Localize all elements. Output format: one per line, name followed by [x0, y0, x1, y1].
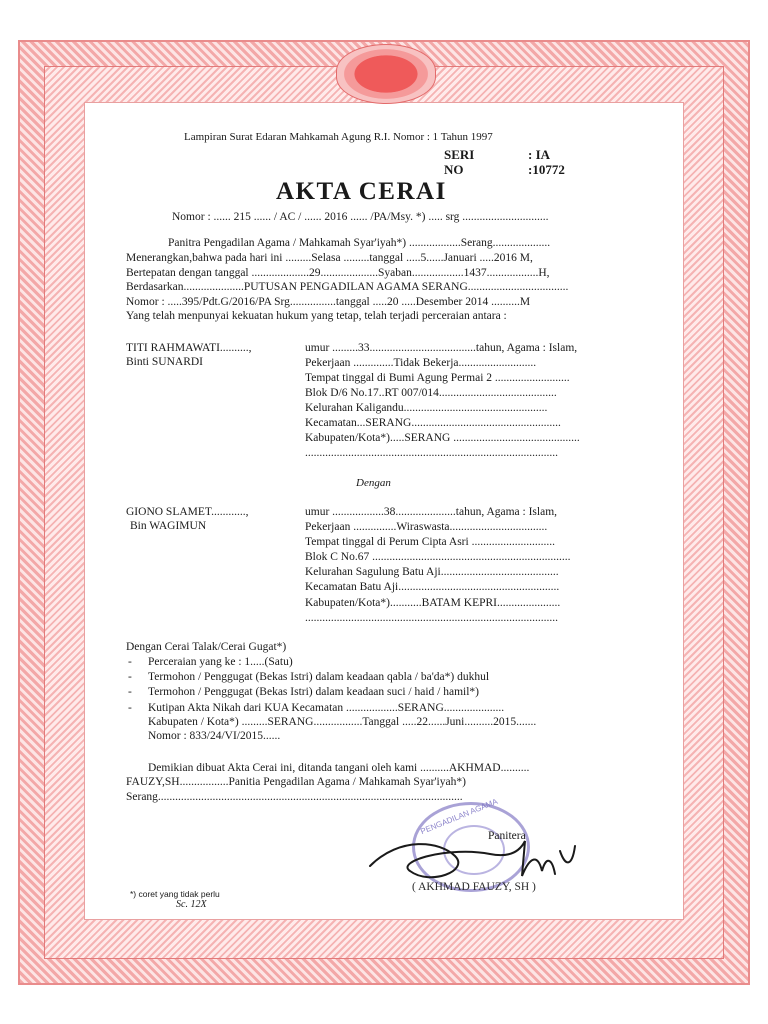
- signatory-name: ( AKHMAD FAUZY, SH ): [412, 881, 536, 893]
- bullet-dash: -: [128, 702, 132, 714]
- panitera-label: Panitera: [488, 830, 526, 842]
- document-title: AKTA CERAI: [276, 178, 447, 205]
- bertepatan-line: Bertepatan dengan tanggal ....................29....................Syaban..................1437..................H,: [126, 267, 550, 279]
- panitra-line: Panitra Pengadilan Agama / Mahkamah Syar'iyah*) ..................Serang....................: [168, 237, 551, 249]
- party1-umur: umur .........33.....................................tahun, Agama : Islam,: [305, 342, 578, 354]
- cerai-item-1: Perceraian yang ke : 1.....(Satu): [148, 656, 293, 668]
- cerai-item-4-nomor: Nomor : 833/24/VI/2015......: [148, 730, 281, 742]
- party2-blok: Blok C No.67 .....................................................................: [305, 551, 571, 563]
- party2-extra-line: ........................................................................................: [305, 612, 558, 624]
- cerai-item-3: Termohon / Penggugat (Bekas Istri) dalam keadaan suci / haid / hamil*): [148, 686, 480, 698]
- menerangkan-line: Menerangkan,bahwa pada hari ini .........Selasa .........tanggal .....5......Januari .....2016 M,: [126, 252, 533, 264]
- court-stamp-text: PENGADILAN AGAMA: [419, 796, 499, 837]
- closing-line-1: Demikian dibuat Akta Cerai ini, ditanda tangani oleh kami ..........AKHMAD..........: [148, 762, 530, 774]
- party2-name: GIONO SLAMET............,: [126, 506, 249, 518]
- party1-extra-line: ........................................................................................: [305, 447, 558, 459]
- party1-binti: Binti SUNARDI: [126, 356, 203, 368]
- party1-pekerjaan: Pekerjaan ..............Tidak Bekerja...........................: [305, 357, 537, 369]
- berdasarkan-line: Berdasarkan.....................PUTUSAN PENGADILAN AGAMA SERANG...................................: [126, 281, 569, 293]
- dengan-label: Dengan: [356, 477, 391, 489]
- party2-tempat: Tempat tinggal di Perum Cipta Asri .............................: [305, 536, 555, 548]
- party2-bin: Bin WAGIMUN: [130, 520, 207, 532]
- cerai-item-4-kabupaten: Kabupaten / Kota*) .........SERANG.................Tanggal .....22......Juni..........2015.......: [148, 716, 537, 728]
- no-label: NO: [444, 162, 464, 177]
- reference-line: Lampiran Surat Edaran Mahkamah Agung R.I. Nomor : 1 Tahun 1997: [184, 131, 493, 143]
- bullet-dash: -: [128, 686, 132, 698]
- cerai-item-2: Termohon / Penggugat (Bekas Istri) dalam keadaan qabla / ba'da*) dukhul: [148, 671, 490, 683]
- form-code: Sc. 12X: [176, 899, 207, 910]
- party2-kecamatan: Kecamatan Batu Aji........................................................: [305, 581, 560, 593]
- perceraian-line: Yang telah menpunyai kekuatan hukum yang tetap, telah terjadi perceraian antara :: [126, 310, 507, 322]
- party1-kelurahan: Kelurahan Kaligandu..................................................: [305, 402, 548, 414]
- no-value: :10772: [528, 162, 565, 177]
- party1-kecamatan: Kecamatan...SERANG....................................................: [305, 417, 561, 429]
- closing-line-2: FAUZY,SH.................Panitia Pengadilan Agama / Mahkamah Syar'iyah*): [126, 776, 466, 788]
- footnote: *) coret yang tidak perlu: [130, 889, 220, 899]
- party2-umur: umur ..................38.....................tahun, Agama : Islam,: [305, 506, 558, 518]
- bullet-dash: -: [128, 656, 132, 668]
- bullet-dash: -: [128, 671, 132, 683]
- cerai-item-4: Kutipan Akta Nikah dari KUA Kecamatan ..................SERANG.....................: [148, 702, 505, 714]
- party1-blok: Blok D/6 No.17..RT 007/014.........................................: [305, 387, 557, 399]
- top-seal-ornament: [336, 44, 436, 104]
- party2-kabupaten: Kabupaten/Kota*)...........BATAM KEPRI......................: [305, 597, 561, 609]
- closing-line-3: Serang..........................................................................................................: [126, 791, 463, 803]
- party2-kelurahan: Kelurahan Sagulung Batu Aji.........................................: [305, 566, 559, 578]
- cerai-heading: Dengan Cerai Talak/Cerai Gugat*): [126, 641, 287, 653]
- nomor-line: Nomor : ...... 215 ...... / AC / ...... 2016 ...... /PA/Msy. *) ..... srg ..............................: [172, 211, 549, 223]
- party1-name: TITI RAHMAWATI..........,: [126, 342, 252, 354]
- party2-pekerjaan: Pekerjaan ...............Wiraswasta..................................: [305, 521, 548, 533]
- party1-kabupaten: Kabupaten/Kota*).....SERANG ............................................: [305, 432, 580, 444]
- seri-value: : IA: [528, 147, 551, 162]
- nomor-putusan-line: Nomor : .....395/Pdt.G/2016/PA Srg................tanggal .....20 .....Desember 2014 ..........M: [126, 296, 531, 308]
- seri-label: SERI: [444, 147, 475, 162]
- party1-tempat: Tempat tinggal di Bumi Agung Permai 2 ..........................: [305, 372, 570, 384]
